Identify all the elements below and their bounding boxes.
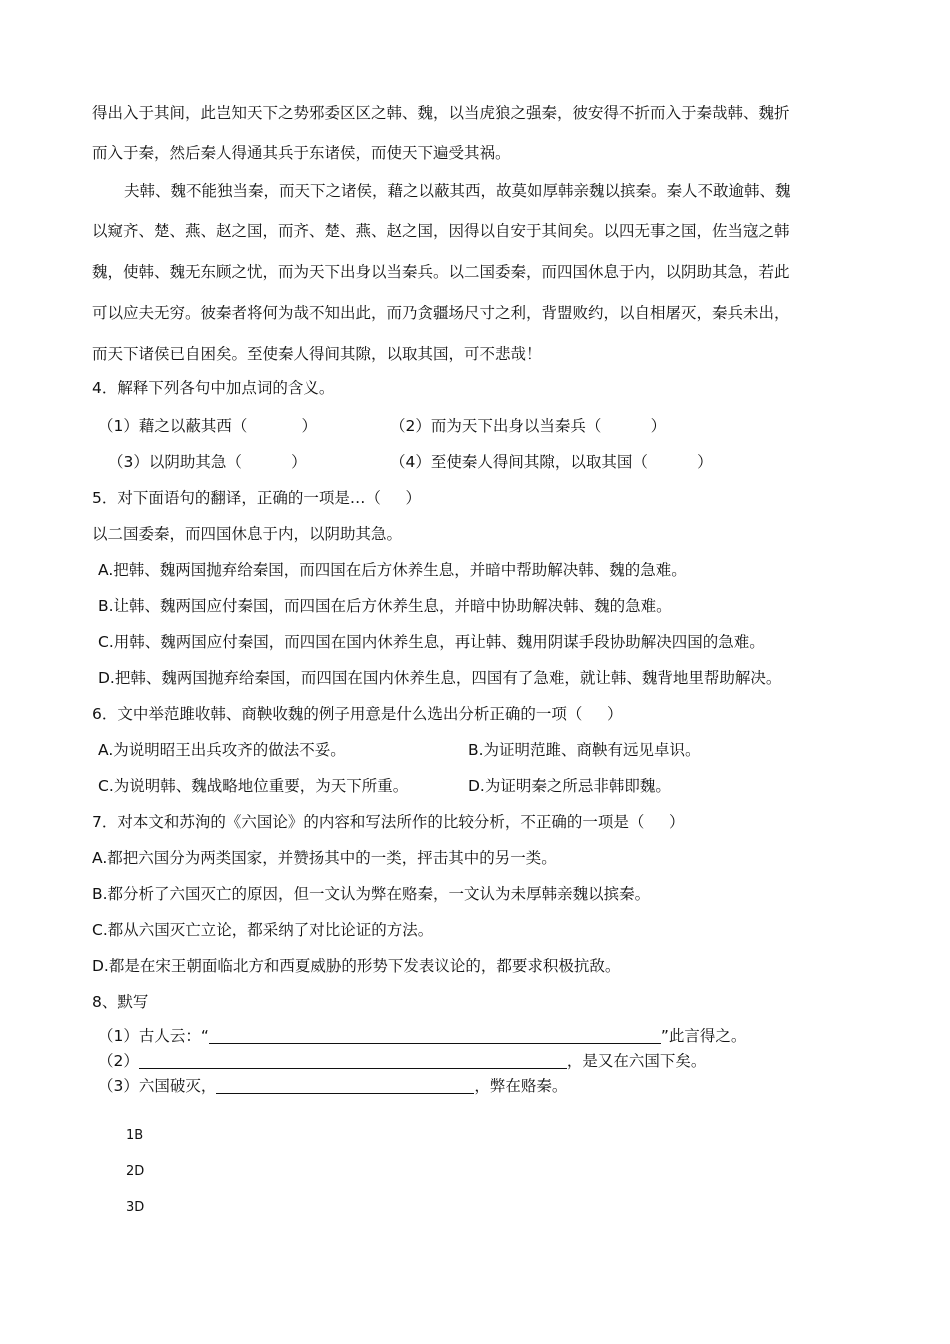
question-6-option-d: D.为证明秦之所忌非韩即魏。 (468, 777, 671, 795)
dictation-blank-1[interactable] (209, 1027, 661, 1044)
question-7-option-b: B.都分析了六国灭亡的原因，但一文认为弊在赂秦，一文认为未厚韩亲魏以摈秦。 (92, 885, 651, 903)
question-6-option-a: A.为说明昭王出兵攻齐的做法不妥。 (98, 741, 346, 759)
passage-line: 以窥齐、楚、燕、赵之国，而齐、楚、燕、赵之国，因得以自安于其间矣。以四无事之国，佐当寇之韩 (92, 222, 790, 240)
question-4-item-1: （1）藉之以蔽其西（ ） (98, 417, 318, 435)
question-7-option-c: C.都从六国灭亡立论，都采纳了对比论证的方法。 (92, 921, 434, 939)
answer-2: 2D (126, 1164, 145, 1179)
question-4-item-4: （4）至使秦人得间其隙，以取其国（ ） (390, 453, 713, 471)
passage-line: 魏，使韩、魏无东顾之忧，而为天下出身以当秦兵。以二国委秦，而四国休息于内，以阴助其急，若此 (92, 263, 790, 281)
dictation-item-2-suffix: ，是又在六国下矣。 (566, 1052, 707, 1070)
question-8-stem: 8、默写 (92, 993, 149, 1011)
answer-1: 1B (126, 1128, 144, 1143)
dictation-blank-3[interactable] (216, 1077, 474, 1094)
question-6-option-c: C.为说明韩、魏战略地位重要，为天下所重。 (98, 777, 409, 795)
question-5-option-a: A.把韩、魏两国抛弃给秦国，而四国在后方休养生息，并暗中帮助解决韩、魏的急难。 (98, 561, 687, 579)
question-5-stem: 5．对下面语句的翻译，正确的一项是…（ ） (92, 489, 421, 507)
dictation-item-3-suffix: ，弊在赂秦。 (474, 1077, 568, 1095)
question-5-option-b: B.让韩、魏两国应付秦国，而四国在后方休养生息，并暗中协助解决韩、魏的急难。 (98, 597, 672, 615)
dictation-item-3 (98, 1076, 567, 1096)
question-6-option-b: B.为证明范雎、商鞅有远见卓识。 (468, 741, 701, 759)
question-5-sentence: 以二国委秦，而四国休息于内，以阴助其急。 (92, 525, 403, 543)
passage-line: 可以应夫无穷。彼秦者将何为哉不知出此，而乃贪疆场尺寸之利，背盟败约，以自相屠灭，秦兵未出， (92, 304, 790, 322)
question-4-item-3: （3）以阴助其急（ ） (108, 453, 307, 471)
question-5-option-d: D.把韩、魏两国抛弃给秦国，而四国在国内休养生息，四国有了急难，就让韩、魏背地里帮助解决。 (98, 669, 782, 687)
dictation-item-1-prefix: （1）古人云：“ (98, 1027, 209, 1045)
question-4-item-2: （2）而为天下出身以当秦兵（ ） (390, 417, 667, 435)
dictation-item-1-suffix: ”此言得之。 (660, 1027, 747, 1045)
answer-3: 3D (126, 1200, 145, 1215)
passage-line: 而天下诸侯已自困矣。至使秦人得间其隙，以取其国，可不悲哉！ (92, 345, 542, 363)
question-7-option-d: D.都是在宋王朝面临北方和西夏威胁的形势下发表议论的，都要求积极抗敌。 (92, 957, 621, 975)
question-7-stem: 7．对本文和苏洵的《六国论》的内容和写法所作的比较分析，不正确的一项是（ ） (92, 813, 685, 831)
dictation-item-1 (98, 1026, 746, 1046)
dictation-item-3-prefix: （3）六国破灭， (98, 1077, 217, 1095)
passage-line: 得出入于其间，此岂知天下之势邪委区区之韩、魏，以当虎狼之强秦，彼安得不折而入于秦哉韩、魏折 (92, 104, 790, 122)
question-4-stem: 4．解释下列各句中加点词的含义。 (92, 379, 335, 397)
question-5-option-c: C.用韩、魏两国应付秦国，而四国在国内休养生息，再让韩、魏用阴谋手段协助解决四国的急难。 (98, 633, 765, 651)
dictation-item-2-prefix: （2） (98, 1052, 139, 1070)
passage-line: 而入于秦，然后秦人得通其兵于东诸侯，而使天下遍受其祸。 (92, 144, 511, 162)
question-6-stem: 6．文中举范雎收韩、商鞅收魏的例子用意是什么选出分析正确的一项（ ） (92, 705, 623, 723)
dictation-item-2 (98, 1051, 706, 1071)
dictation-blank-2[interactable] (139, 1052, 567, 1069)
passage-line: 夫韩、魏不能独当秦，而天下之诸侯，藉之以蔽其西，故莫如厚韩亲魏以摈秦。秦人不敢逾韩、魏 (124, 182, 791, 200)
question-7-option-a: A.都把六国分为两类国家，并赞扬其中的一类，抨击其中的另一类。 (92, 849, 557, 867)
